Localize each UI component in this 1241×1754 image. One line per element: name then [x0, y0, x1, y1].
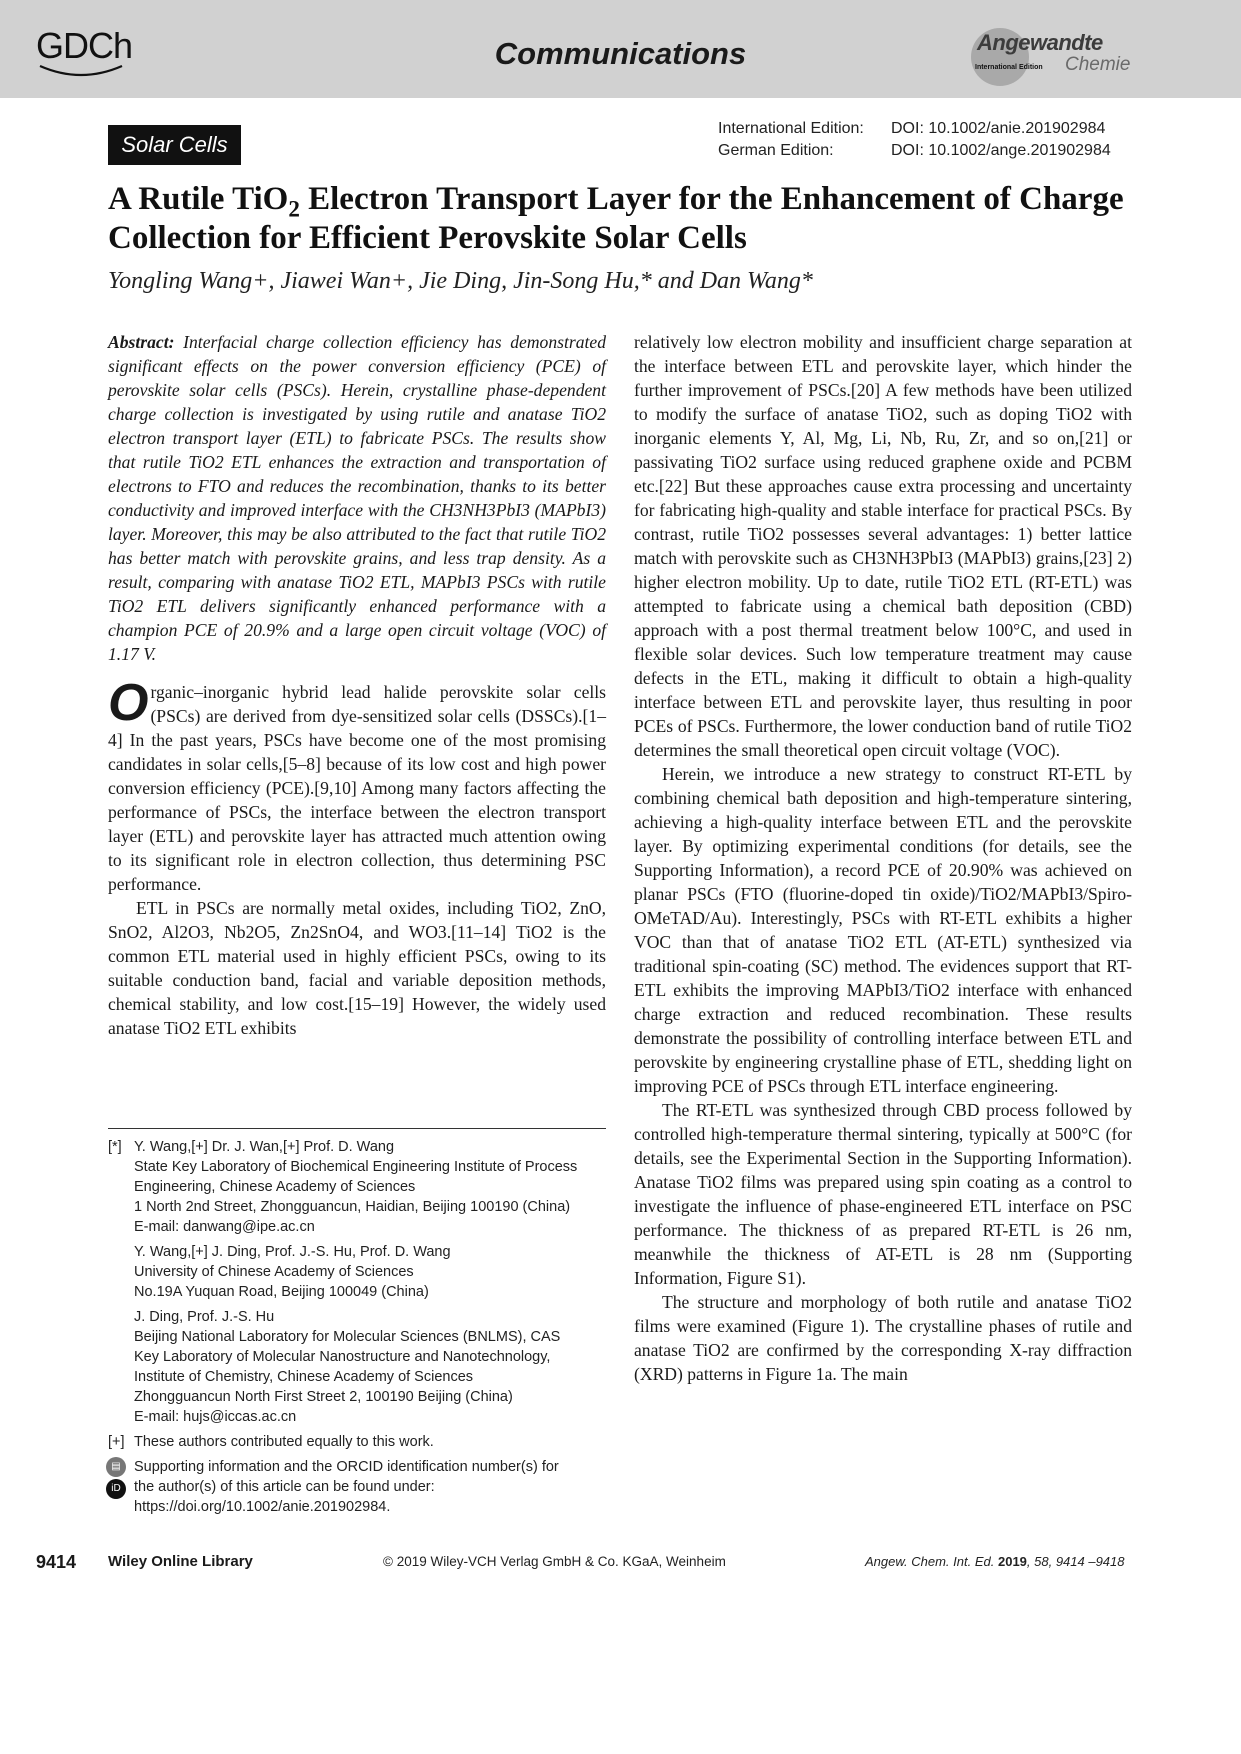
body-paragraph: relatively low electron mobility and insufficient charge separation at the interface between ETL and perovskite layer, which hinder the further improvement of PSCs.[20] A few methods have been utilized to modify the surface of anatase TiO2, such as doping TiO2 with inorganic elements Y, Al, Mg, Li, Nb, Ru, Zr, and so on,[21] or passivating TiO2 surface using reduced graphene oxide and PCBM etc.[22] But these approaches cause extra processing and uncertainty for fabricating high-quality and stable interface for practical PSCs. By contrast, rutile TiO2 possesses several advantages: 1) better lattice match with perovskite such as CH3NH3PbI3 (MAPbI3) grains,[23] 2) higher electron mobility. Up to date, rutile TiO2 ETL (RT-ETL) was attempted to fabricate using a chemical bath deposition (CBD) approach with a post thermal treatment below 100°C, and used in flexible solar devices. Such low temperature treatment may cause defects in the ETL, making it difficult to obtain a high-quality interface between ETL and perovskite layer, thus resulting in poor PCEs of PSCs. Furthermore, the lower conduction band of rutile TiO2 determines the small theoretical open circuit voltage (VOC). [634, 332, 1132, 760]
orcid-icon: iD [106, 1479, 126, 1499]
author-list: Yongling Wang+, Jiawei Wan+, Jie Ding, Jin-Song Hu,* and Dan Wang* [108, 268, 813, 294]
supporting-info-link[interactable]: https://doi.org/10.1002/anie.201902984. [134, 1499, 391, 1515]
publisher-link[interactable]: Wiley Online Library [108, 1553, 253, 1570]
affiliation-footnotes [108, 1128, 606, 1522]
supporting-info-note: ▤ iD Supporting information and the ORCID identification number(s) for the author(s) of this article can be found under: https://doi.org/10.1002/anie.201902984. [108, 1457, 606, 1517]
doi-block [718, 118, 1111, 162]
journal-logo-main: Angewandte [977, 30, 1103, 55]
left-column [108, 330, 606, 1040]
affiliation-1: [*] Y. Wang,[+] Dr. J. Wan,[+] Prof. D. Wang State Key Laboratory of Biochemical Engineering Institute of Process Engineering, Chinese Academy of Sciences 1 North 2nd Street, Zhongguancun, Haidian, Beijing 100190 (China) E-mail: danwang@ipe.ac.cn [108, 1137, 606, 1237]
body-paragraph: The structure and morphology of both rutile and anatase TiO2 films were examined (Figure 1). The crystalline phases of rutile and anatase TiO2 are confirmed by the corresponding X-ray diffraction (XRD) patterns in Figure 1a. The main [634, 1292, 1132, 1384]
page-number: 9414 [36, 1552, 77, 1572]
affiliation-2: Y. Wang,[+] J. Ding, Prof. J.-S. Hu, Prof. D. Wang University of Chinese Academy of Sciences No.19A Yuquan Road, Beijing 100049 (China) [134, 1244, 451, 1300]
category-tag: Solar Cells [108, 125, 241, 165]
supporting-info-icon: ▤ [106, 1457, 126, 1477]
journal-logo-edition: International Edition [975, 64, 1043, 71]
right-column [634, 330, 1132, 1386]
email-link[interactable]: E-mail: danwang@ipe.ac.cn [134, 1219, 315, 1235]
section-title: Communications [494, 36, 747, 71]
doi-german-label: German Edition: [718, 142, 834, 159]
article-title: A Rutile TiO$_2$ Electron Transport Layer for the Enhancement of Charge Collection for Efficient Perovskite Solar Cells [108, 181, 1124, 256]
body-paragraph: The RT-ETL was synthesized through CBD process followed by controlled high-temperature thermal sintering, typically at 500°C (for details, see the Experimental Section in the Supporting Information). Anatase TiO2 films was prepared using spin coating as a control to investigate the influence of phase-engineered ETL interface on PSC performance. The thickness of as prepared RT-ETL is 26 nm, meanwhile the thickness of AT-ETL is 28 nm (Supporting Information, Figure S1). [634, 1100, 1132, 1288]
copyright: © 2019 Wiley-VCH Verlag GmbH & Co. KGaA, Weinheim [383, 1554, 726, 1569]
page-footer [0, 1552, 1241, 1572]
affiliation-3: J. Ding, Prof. J.-S. Hu Beijing National Laboratory for Molecular Sciences (BNLMS), CAS Key Laboratory of Molecular Nanostructure and Nanotechnology, Institute of Chemistry, Chinese Academy of Sciences Zhongguancun North First Street 2, 100190 Beijing (China) E-mail: hujs@iccas.ac.cn [108, 1307, 606, 1427]
page-header [0, 0, 1241, 98]
doi-german-link[interactable]: DOI: 10.1002/ange.201902984 [891, 142, 1111, 159]
abstract-lead: Abstract: [108, 332, 175, 352]
equal-contribution-note: [+] These authors contributed equally to this work. [108, 1434, 434, 1450]
doi-international-label: International Edition: [718, 120, 864, 137]
citation: Angew. Chem. Int. Ed. 2019, 58, 9414 –9418 [865, 1554, 1125, 1569]
body-paragraph: Organic–inorganic hybrid lead halide perovskite solar cells (PSCs) are derived from dye-sensitized solar cells (DSSCs).[1–4] In the past years, PSCs have become one of the most promising candidates in solar cells,[5–8] because of its low cost and high power conversion efficiency (PCE).[9,10] Among many factors affecting the performance of PSCs, the interface between the electron transport layer (ETL) and perovskite layer has attracted much attention owing to its significant role in electron collection, thus determining PSC performance. [108, 674, 606, 894]
doi-international-link[interactable]: DOI: 10.1002/anie.201902984 [891, 120, 1106, 137]
body-paragraph: ETL in PSCs are normally metal oxides, including TiO2, ZnO, SnO2, Al2O3, Nb2O5, Zn2SnO4, and WO3.[11–14] TiO2 is the common ETL material used in highly efficient PSCs, owing to its suitable conduction band, facial and variable deposition methods, chemical stability, and low cost.[15–19] However, the widely used anatase TiO2 ETL exhibits [108, 898, 606, 1038]
abstract [108, 330, 606, 666]
gdch-logo-text: GDCh [36, 25, 133, 66]
abstract-text: Interfacial charge collection efficiency has demonstrated significant effects on the power conversion efficiency (PCE) of perovskite solar cells (PSCs). Herein, crystalline phase-dependent charge collection is investigated by using rutile and anatase TiO2 electron transport layer (ETL) to fabricate PSCs. The results show that rutile TiO2 ETL enhances the extraction and transportation of electrons to FTO and reduces the recombination, thanks to its better conductivity and improved interface with the CH3NH3PbI3 (MAPbI3) layer. Moreover, this may be also attributed to the fact that rutile TiO2 has better match with perovskite grains, and less trap density. As a result, comparing with anatase TiO2 ETL, MAPbI3 PSCs with rutile TiO2 ETL delivers significantly enhanced performance with a champion PCE of 20.9% and a large open circuit voltage (VOC) of 1.17 V. [108, 332, 606, 664]
body-paragraph: Herein, we introduce a new strategy to construct RT-ETL by combining chemical bath deposition and high-temperature sintering, achieving a high-quality interface between ETL and the perovskite layer. By optimizing experimental conditions (for details, see the Supporting Information), a record PCE of 20.90% was achieved on planar PSCs (FTO (fluorine-doped tin oxide)/TiO2/MAPbI3/Spiro-OMeTAD/Au). Interestingly, PSCs with RT-ETL exhibits a higher VOC than that of anatase TiO2 ETL (AT-ETL) synthesized via traditional spin-coating (SC) method. The evidences support that RT-ETL exhibits the improving MAPbI3/TiO2 interface with enhanced charge extraction and reduced recombination. These results demonstrate the possibility of controlling interface between ETL and perovskite by engineering crystalline phase of ETL, shedding light on improving PCE of PSCs through ETL interface engineering. [634, 764, 1132, 1096]
journal-logo-sub: Chemie [1065, 54, 1131, 75]
journal-logo [965, 26, 1145, 86]
email-link[interactable]: E-mail: hujs@iccas.ac.cn [134, 1409, 297, 1425]
drop-cap: O [108, 674, 149, 732]
